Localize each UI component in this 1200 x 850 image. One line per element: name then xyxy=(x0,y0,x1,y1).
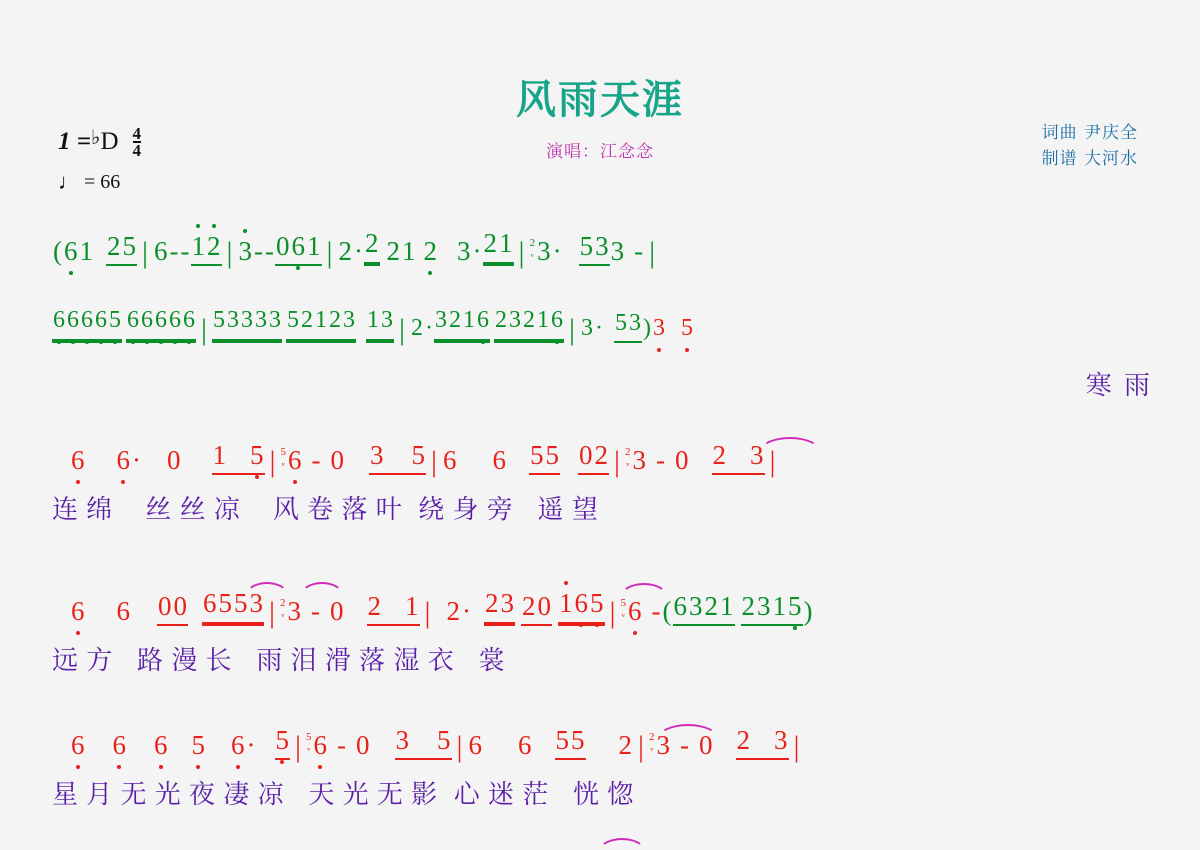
beamed-group xyxy=(52,305,122,343)
tempo-value: = 66 xyxy=(84,170,121,193)
note: 1 xyxy=(559,588,573,618)
music-system-5 xyxy=(52,725,1152,811)
note: 6 xyxy=(574,588,589,618)
note: 2 xyxy=(386,236,401,266)
note: 5 xyxy=(191,730,205,760)
note: 6 xyxy=(673,591,688,621)
note: 1 xyxy=(463,307,476,333)
note: 0 xyxy=(699,730,713,760)
dash: - xyxy=(680,730,690,760)
beamed-group xyxy=(483,228,514,266)
flat-symbol: ♭ xyxy=(91,127,101,149)
ornament-marker: 5 ᵥ xyxy=(620,597,627,619)
key-label: 1 = xyxy=(58,128,91,155)
meter-denominator: 4 xyxy=(132,141,141,160)
dash: - xyxy=(180,236,190,266)
note: 2 xyxy=(485,588,499,618)
note: 6 xyxy=(291,231,306,261)
note: 2 xyxy=(329,307,342,333)
barline: | xyxy=(456,730,463,763)
beamed-group xyxy=(369,440,426,475)
barline: | xyxy=(399,313,406,346)
beamed-group xyxy=(614,308,642,343)
note: 6 xyxy=(288,445,302,475)
beamed-group xyxy=(212,440,265,475)
note-line xyxy=(52,305,1152,346)
slur-arc xyxy=(245,582,289,596)
barline: | xyxy=(326,236,333,269)
note: 6 xyxy=(116,596,130,626)
note: 6 xyxy=(81,307,93,333)
performer-subtitle: 演唱：江念念 xyxy=(546,142,654,162)
beamed-group xyxy=(673,591,735,626)
barline: | xyxy=(424,596,431,629)
barline: | xyxy=(649,236,656,269)
note: 1 xyxy=(720,591,734,621)
dot: · xyxy=(462,596,472,626)
barline: | xyxy=(518,236,525,269)
note: 6 xyxy=(64,236,78,266)
note: 2 xyxy=(741,591,756,621)
barline: | xyxy=(295,730,302,763)
note: 6 xyxy=(203,588,217,618)
note: 0 xyxy=(675,445,689,475)
note: 5 xyxy=(530,440,544,470)
dash: - xyxy=(265,236,275,266)
beamed-group xyxy=(529,440,560,475)
note: 3 xyxy=(632,445,647,475)
beamed-group xyxy=(736,725,789,760)
note: 0 xyxy=(330,596,344,626)
note: 6 xyxy=(71,596,85,626)
dot: · xyxy=(595,315,604,341)
note: 3 xyxy=(537,236,551,266)
note: 3 xyxy=(269,307,282,333)
note: 2 xyxy=(338,236,353,266)
beamed-group xyxy=(106,231,137,266)
note: 5 xyxy=(545,440,560,470)
barline: | xyxy=(142,236,149,269)
note: 1 xyxy=(315,307,328,333)
note: 5 xyxy=(109,307,121,333)
beamed-group xyxy=(364,228,380,266)
note: 2 xyxy=(367,591,382,621)
note: 6 xyxy=(154,730,168,760)
note: 2 xyxy=(594,440,609,470)
note: 2 xyxy=(411,315,424,341)
note: 6 xyxy=(183,307,195,333)
note: 2 xyxy=(483,228,498,258)
note: 3 xyxy=(249,588,263,618)
note: 1 xyxy=(537,307,550,333)
barline: | xyxy=(226,236,233,269)
note: 6 xyxy=(518,730,532,760)
note: 6 xyxy=(141,307,153,333)
time-signature xyxy=(133,126,142,158)
beamed-group xyxy=(286,305,356,343)
ornament-marker: 2 ᵥ xyxy=(649,731,655,753)
note: 1 xyxy=(405,591,419,621)
note: 3 xyxy=(653,315,666,341)
ornament-marker: 2 ᵥ xyxy=(625,446,631,468)
note: 1 xyxy=(79,236,93,266)
note: 2 xyxy=(712,440,727,470)
slur-arc xyxy=(620,583,668,597)
beamed-group xyxy=(484,588,515,626)
note: 5 xyxy=(615,310,628,336)
note: 5 xyxy=(437,725,451,755)
note: 6 xyxy=(492,445,507,475)
note: 1 xyxy=(307,231,321,261)
ornament-marker: 5 ᵥ xyxy=(306,731,312,753)
beamed-group xyxy=(521,591,552,626)
dot: · xyxy=(132,445,141,475)
beamed-group xyxy=(366,305,394,343)
note: 6 xyxy=(95,307,107,333)
note: 6 xyxy=(127,307,139,333)
beamed-group xyxy=(191,231,222,266)
dash: - xyxy=(337,730,347,760)
note: 6 xyxy=(313,730,328,760)
note: 3 xyxy=(457,236,471,266)
lyric-line: 星 月 无 光 夜 凄 凉 天 光 无 影 心 迷 茫 恍 惚 xyxy=(52,780,634,810)
note: 6 xyxy=(477,307,490,333)
note: 3 xyxy=(370,440,384,470)
dash: - xyxy=(656,445,666,475)
note: 0 xyxy=(330,445,345,475)
note: 5 xyxy=(681,315,694,341)
barline: | xyxy=(269,596,276,629)
beamed-group xyxy=(275,725,291,760)
dot: · xyxy=(354,236,364,266)
music-system-1 xyxy=(52,228,1152,269)
ornament-marker: 5 ᵥ xyxy=(280,446,287,468)
note: 2 xyxy=(107,231,121,261)
music-system-2 xyxy=(52,305,1152,402)
ornament-marker: 2 ᵥ xyxy=(529,237,536,259)
note: 5 xyxy=(275,725,289,755)
note: 1 xyxy=(212,440,226,470)
dot: · xyxy=(552,236,562,266)
note: 5 xyxy=(218,588,232,618)
credits xyxy=(1042,120,1138,172)
note: 0 xyxy=(167,445,181,475)
note: 2 xyxy=(618,730,633,760)
close-paren: ) xyxy=(643,315,652,341)
note: 5 xyxy=(250,440,264,470)
beamed-group xyxy=(126,305,196,343)
note: 5 xyxy=(411,440,426,470)
lyric-line: 连 绵 丝 丝 凉 风 卷 落 叶 绕 身 旁 遥 望 xyxy=(52,495,598,525)
note: 0 xyxy=(356,730,370,760)
note: 2 xyxy=(523,307,536,333)
beamed-group xyxy=(157,591,188,626)
note: 6 xyxy=(71,445,85,475)
note: 3 xyxy=(343,307,356,333)
note: 3 xyxy=(689,591,703,621)
note: 6 xyxy=(155,307,167,333)
note: 3 xyxy=(395,725,410,755)
note: 6 xyxy=(468,730,483,760)
note: 5 xyxy=(788,591,802,621)
note: 3 xyxy=(238,236,253,266)
key-and-tempo-block xyxy=(58,124,141,195)
note: 6 xyxy=(551,307,564,333)
close-paren: ) xyxy=(803,596,813,626)
note: 6 xyxy=(67,307,79,333)
note: 2 xyxy=(522,591,536,621)
dot: · xyxy=(472,236,482,266)
dot: · xyxy=(425,315,434,341)
barline: | xyxy=(769,445,776,478)
barline: | xyxy=(431,445,438,478)
beamed-group xyxy=(434,305,490,343)
beamed-group xyxy=(558,588,605,626)
note: 3 xyxy=(757,591,771,621)
credits-composer: 词曲 尹庆全 xyxy=(1041,123,1138,143)
open-paren: ( xyxy=(53,236,62,266)
quarter-note-icon: ♩ xyxy=(58,169,80,194)
note: 6 xyxy=(443,445,457,475)
note-line xyxy=(52,440,1152,478)
note-line xyxy=(52,725,1152,763)
barline: | xyxy=(793,730,800,763)
note: 3 xyxy=(500,588,515,618)
key-value: D xyxy=(100,128,119,155)
beamed-group xyxy=(712,440,765,475)
note: 3 xyxy=(595,231,609,261)
note: 3 xyxy=(774,725,788,755)
note: 5 xyxy=(213,307,226,333)
slur-arc xyxy=(598,838,646,850)
note: 2 xyxy=(704,591,719,621)
beamed-group xyxy=(212,305,282,343)
note: 5 xyxy=(234,588,248,618)
note: 2 xyxy=(423,236,438,266)
beamed-group xyxy=(395,725,452,760)
note: 3 xyxy=(227,307,240,333)
note: 1 xyxy=(367,307,380,333)
page-title: 风雨天涯 xyxy=(516,77,684,123)
note: 3 xyxy=(656,730,671,760)
beamed-group xyxy=(555,725,586,760)
note: 5 xyxy=(122,231,136,261)
meter-numerator: 4 xyxy=(132,124,141,143)
note: 0 xyxy=(537,591,552,621)
beamed-group xyxy=(578,440,609,475)
beamed-group xyxy=(741,591,803,626)
note-line xyxy=(52,228,1152,269)
barline: | xyxy=(609,596,616,629)
note: 0 xyxy=(173,591,187,621)
note: 1 xyxy=(499,228,513,258)
note: 3 xyxy=(750,440,764,470)
dash: - xyxy=(634,236,644,266)
note: 5 xyxy=(590,588,604,618)
note: 2 xyxy=(207,231,221,261)
note: 6 xyxy=(154,236,168,266)
note-line xyxy=(52,588,1152,629)
barline: | xyxy=(269,445,276,478)
note: 6 xyxy=(116,445,130,475)
note: 3 xyxy=(581,315,594,341)
note: 2 xyxy=(449,307,462,333)
note: 6 xyxy=(71,730,85,760)
dash: - xyxy=(651,596,661,626)
note: 6 xyxy=(231,730,245,760)
note: 6 xyxy=(628,596,642,626)
ornament-marker: 2 ᵥ xyxy=(280,597,286,619)
beamed-group xyxy=(579,231,610,266)
dash: - xyxy=(169,236,179,266)
note: 2 xyxy=(446,596,461,626)
barline: | xyxy=(201,313,208,346)
note: 6 xyxy=(169,307,181,333)
beamed-group xyxy=(275,231,322,266)
note: 0 xyxy=(158,591,172,621)
note: 6 xyxy=(112,730,126,760)
dash: - xyxy=(311,596,321,626)
barline: | xyxy=(614,445,621,478)
credits-engraver: 制谱 大河水 xyxy=(1041,149,1138,169)
note: 5 xyxy=(555,725,570,755)
barline: | xyxy=(638,730,645,763)
beamed-group xyxy=(367,591,420,626)
note: 3 xyxy=(381,307,394,333)
note: 3 xyxy=(241,307,254,333)
note: 0 xyxy=(276,231,290,261)
note: 5 xyxy=(579,231,594,261)
note: 1 xyxy=(772,591,787,621)
note: 1 xyxy=(402,236,416,266)
lyric-line: 远 方 路 漫 长 雨 泪 滑 落 湿 衣 裳 xyxy=(52,646,505,676)
music-system-4 xyxy=(52,588,1152,677)
note: 2 xyxy=(736,725,751,755)
dash: - xyxy=(311,445,321,475)
slur-arc xyxy=(300,582,344,596)
barline: | xyxy=(569,313,576,346)
note: 3 xyxy=(629,310,642,336)
dash: - xyxy=(254,236,264,266)
note: 2 xyxy=(301,307,314,333)
note: 0 xyxy=(579,440,593,470)
note: 1 xyxy=(191,231,206,261)
note: 2 xyxy=(365,228,379,258)
note: 3 xyxy=(610,236,625,266)
note: 3 xyxy=(435,307,448,333)
note: 2 xyxy=(495,307,508,333)
note: 6 xyxy=(53,307,65,333)
music-system-3 xyxy=(52,440,1152,526)
dot: · xyxy=(246,730,256,760)
lyric-line: 寒 雨 xyxy=(1085,371,1152,401)
note: 5 xyxy=(571,725,585,755)
note: 3 xyxy=(287,596,302,626)
tempo-marking xyxy=(58,169,141,195)
open-paren: ( xyxy=(662,596,672,626)
note: 3 xyxy=(255,307,268,333)
note: 3 xyxy=(509,307,522,333)
note: 5 xyxy=(287,307,300,333)
beamed-group xyxy=(494,305,564,343)
